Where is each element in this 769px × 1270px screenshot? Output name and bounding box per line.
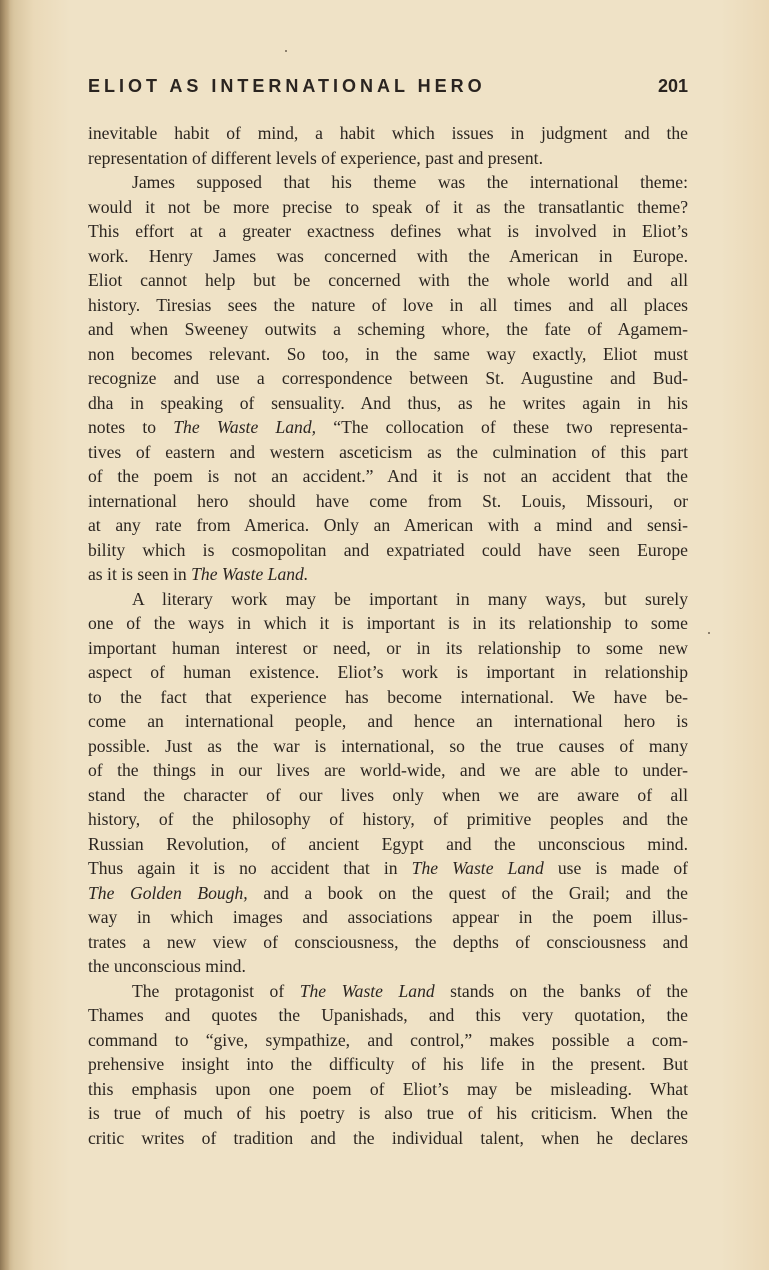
italic-title: The Waste Land, bbox=[173, 417, 317, 437]
page-header bbox=[88, 76, 688, 102]
text-line: non becomes relevant. So too, in the same way exactly, Eliot must bbox=[88, 343, 688, 364]
text-line: This effort at a greater exactness defines what is involved in Eliot’s bbox=[88, 221, 688, 241]
text-line: critic writes of tradition and the individual talent, when he declares bbox=[88, 1127, 688, 1148]
text-line: of the poem is not an accident.” And it is not an accident that the bbox=[88, 466, 688, 486]
text-line: aspect of human existence. Eliot’s work is important in relationship bbox=[88, 662, 688, 682]
text-line: to the fact that experience has become international. We have be- bbox=[88, 686, 688, 707]
text-line bbox=[88, 562, 688, 587]
text-line: history. Tiresias sees the nature of love in all times and all places bbox=[88, 294, 688, 315]
text-line: important human interest or need, or in its relationship to some new bbox=[88, 637, 688, 658]
text-line: is true of much of his poetry is also true of his criticism. When the bbox=[88, 1103, 688, 1123]
paper-speck bbox=[708, 632, 710, 634]
text-run: as it is seen in bbox=[88, 564, 192, 584]
italic-title: The Waste Land bbox=[299, 980, 435, 1001]
text-line: come an international people, and hence an international hero is bbox=[88, 711, 688, 731]
text-line: would it not be more precise to speak of it as the transatlantic theme? bbox=[88, 196, 688, 217]
text-run: “The collocation of these two representa- bbox=[316, 417, 688, 437]
text-line: trates a new view of consciousness, the depths of consciousness and bbox=[88, 931, 688, 952]
text-line: one of the ways in which it is important is in its relationship to some bbox=[88, 613, 688, 633]
body-text bbox=[88, 121, 688, 1150]
text-line: Eliot cannot help but be concerned with the whole world and all bbox=[88, 270, 688, 290]
text-line: dha in speaking of sensuality. And thus, as he writes again in his bbox=[88, 392, 688, 413]
text-line: James supposed that his theme was the international theme: bbox=[132, 172, 688, 192]
text-line bbox=[88, 856, 688, 881]
text-line: work. Henry James was concerned with the American in Europe. bbox=[88, 245, 688, 266]
text-run: Thus again it is no accident that in bbox=[88, 858, 412, 878]
text-line: international hero should have come from St. Louis, Missouri, or bbox=[88, 490, 688, 511]
text-line: prehensive insight into the difficulty of his life in the present. But bbox=[88, 1054, 688, 1074]
text-line: representation of different levels of experience, past and present. bbox=[88, 147, 543, 168]
text-line: and when Sweeney outwits a scheming whore, the fate of Agamem- bbox=[88, 319, 688, 339]
text-line bbox=[88, 979, 688, 1004]
italic-title: The Waste Land. bbox=[191, 564, 309, 584]
text-run: The protagonist of bbox=[132, 980, 300, 1001]
text-line: Thames and quotes the Upanishads, and this very quotation, the bbox=[88, 1005, 688, 1025]
text-run: and a book on the quest of the Grail; and the bbox=[247, 882, 688, 903]
page-gutter-shadow bbox=[0, 0, 10, 1270]
text-line: of the things in our lives are world-wide, and we are able to under- bbox=[88, 760, 688, 780]
running-head: ELIOT AS INTERNATIONAL HERO bbox=[88, 76, 486, 96]
italic-title: The Golden Bough, bbox=[88, 882, 248, 903]
text-run: stands on the banks of the bbox=[434, 980, 688, 1001]
text-run: use is made of bbox=[543, 858, 688, 878]
text-line: command to “give, sympathize, and control,” makes possible a com- bbox=[88, 1029, 688, 1050]
text-line: recognize and use a correspondence between St. Augustine and Bud- bbox=[88, 368, 688, 388]
text-line: bility which is cosmopolitan and expatriated could have seen Europe bbox=[88, 539, 688, 560]
text-line: stand the character of our lives only when we are aware of all bbox=[88, 784, 688, 805]
text-line: possible. Just as the war is international, so the true causes of many bbox=[88, 735, 688, 756]
text-line: at any rate from America. Only an American with a mind and sensi- bbox=[88, 515, 688, 535]
text-line: Russian Revolution, of ancient Egypt and the unconscious mind. bbox=[88, 833, 688, 854]
text-line: inevitable habit of mind, a habit which issues in judgment and the bbox=[88, 123, 688, 143]
text-line: tives of eastern and western asceticism as the culmination of this part bbox=[88, 441, 688, 462]
text-line: way in which images and associations appear in the poem illus- bbox=[88, 907, 688, 927]
text-line bbox=[88, 881, 688, 906]
page-number: 201 bbox=[657, 76, 688, 96]
text-line: A literary work may be important in many ways, but surely bbox=[132, 588, 688, 609]
text-run: notes to bbox=[88, 417, 174, 437]
text-line: history, of the philosophy of history, of primitive peoples and the bbox=[88, 809, 688, 829]
text-line: this emphasis upon one poem of Eliot’s may be misleading. What bbox=[88, 1078, 688, 1099]
italic-title: The Waste Land bbox=[411, 858, 544, 878]
paper-speck bbox=[285, 50, 287, 52]
text-line bbox=[88, 415, 688, 440]
text-line: the unconscious mind. bbox=[88, 956, 246, 976]
